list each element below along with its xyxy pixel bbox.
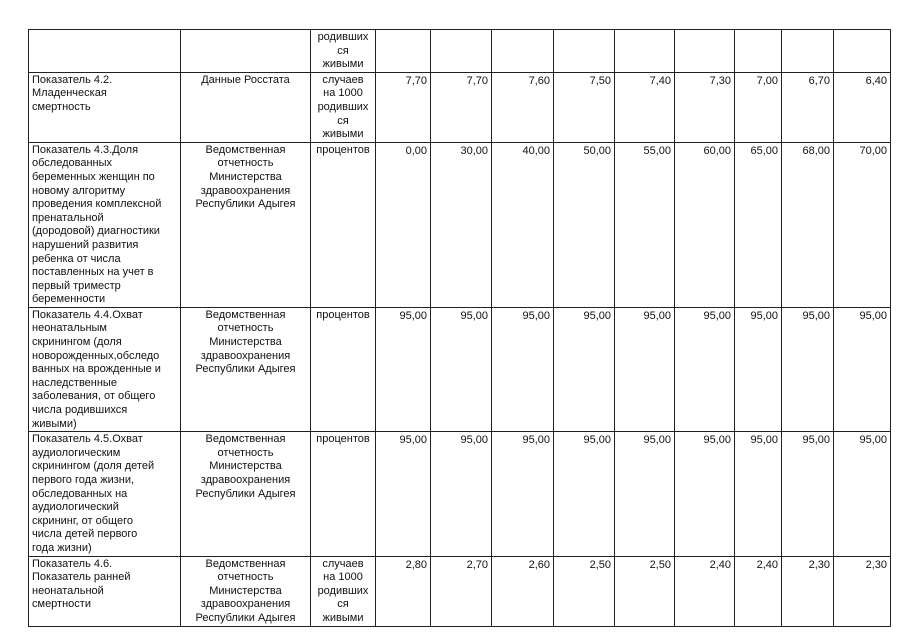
source-cell [181, 30, 311, 73]
value-text: 95,00 [750, 434, 778, 447]
table-row-indicator-4-3 [29, 142, 891, 307]
value-text: 95,00 [583, 309, 611, 322]
value-text: 95,00 [522, 309, 550, 322]
value-cell [615, 142, 675, 307]
value-cell [615, 72, 675, 142]
table-row-indicator-4-2 [29, 72, 891, 142]
value-text: 95,00 [643, 309, 671, 322]
value-text: 2,30 [808, 558, 830, 571]
value-text: 50,00 [583, 144, 611, 157]
table-row-indicator-4-4 [29, 307, 891, 431]
value-text: 95,00 [750, 309, 778, 322]
value-text: 2,50 [589, 558, 611, 571]
value-cell [675, 72, 735, 142]
value-text: 55,00 [643, 144, 671, 157]
table-row-indicator-4-6 [29, 556, 891, 626]
value-cell [675, 30, 735, 73]
value-cell [492, 72, 554, 142]
value-text: 2,50 [649, 558, 671, 571]
value-cell [431, 432, 492, 556]
value-cell [492, 30, 554, 73]
value-cell [554, 30, 615, 73]
value-cell [782, 142, 834, 307]
value-cell [735, 556, 782, 626]
value-cell [431, 72, 492, 142]
value-text: 60,00 [703, 144, 731, 157]
unit-cell: процентов [311, 307, 376, 431]
value-text: 7,70 [466, 74, 488, 87]
value-cell [376, 72, 431, 142]
value-cell [376, 432, 431, 556]
source-cell: Данные Росстата [181, 72, 311, 142]
value-text: 95,00 [399, 309, 427, 322]
value-text: 40,00 [522, 144, 550, 157]
value-text: 95,00 [802, 434, 830, 447]
source-cell: Ведомственная отчетность Министерства здравоохранения Республики Адыгея [181, 556, 311, 626]
value-text: 68,00 [802, 144, 830, 157]
value-cell [782, 307, 834, 431]
value-text: 95,00 [460, 309, 488, 322]
value-cell [615, 307, 675, 431]
value-cell [735, 30, 782, 73]
value-cell [431, 307, 492, 431]
indicators-table [28, 29, 891, 627]
value-cell [492, 432, 554, 556]
value-text: 95,00 [802, 309, 830, 322]
value-cell [376, 30, 431, 73]
value-cell [675, 307, 735, 431]
value-cell [615, 30, 675, 73]
value-text: 6,70 [808, 74, 830, 87]
value-cell [834, 72, 891, 142]
value-text: 95,00 [460, 434, 488, 447]
value-cell [554, 307, 615, 431]
value-text: 95,00 [583, 434, 611, 447]
value-text: 7,00 [756, 74, 778, 87]
value-text: 2,60 [528, 558, 550, 571]
value-text: 95,00 [522, 434, 550, 447]
value-cell [782, 556, 834, 626]
value-text: 7,50 [589, 74, 611, 87]
value-cell [492, 307, 554, 431]
value-cell [615, 556, 675, 626]
value-text: 7,30 [709, 74, 731, 87]
table-row-indicator-4-5 [29, 432, 891, 556]
value-cell [735, 142, 782, 307]
indicator-cell: Показатель 4.4.Охват неонатальным скринингом (доля новорожденных,обследо ванных на врожденные и наследственные заболевания, от общего числа родившихся живыми) [29, 307, 181, 431]
value-text: 2,40 [709, 558, 731, 571]
unit-cell: случаев на 1000 родивших ся живыми [311, 556, 376, 626]
value-text: 70,00 [859, 144, 887, 157]
value-cell [834, 307, 891, 431]
value-text: 2,30 [865, 558, 887, 571]
value-cell [554, 556, 615, 626]
source-cell: Ведомственная отчетность Министерства здравоохранения Республики Адыгея [181, 432, 311, 556]
value-cell [431, 556, 492, 626]
source-cell: Ведомственная отчетность Министерства здравоохранения Республики Адыгея [181, 307, 311, 431]
unit-cell: процентов [311, 142, 376, 307]
unit-cell: случаев на 1000 родивших ся живыми [311, 72, 376, 142]
value-text: 7,70 [405, 74, 427, 87]
indicator-cell: Показатель 4.5.Охват аудиологическим скринингом (доля детей первого года жизни, обследованных на аудиологический скрининг, от общего числа детей первого года жизни) [29, 432, 181, 556]
value-text: 95,00 [859, 309, 887, 322]
value-cell [675, 142, 735, 307]
value-cell [431, 142, 492, 307]
indicator-cell: Показатель 4.2. Младенческая смертность [29, 72, 181, 142]
value-cell [782, 432, 834, 556]
value-cell [554, 142, 615, 307]
value-cell [834, 556, 891, 626]
table-row-continuation [29, 30, 891, 73]
value-cell [675, 432, 735, 556]
value-text: 65,00 [750, 144, 778, 157]
value-cell [735, 432, 782, 556]
value-cell [492, 142, 554, 307]
value-cell [615, 432, 675, 556]
value-cell [376, 142, 431, 307]
value-cell [675, 556, 735, 626]
value-cell [834, 30, 891, 73]
value-text: 2,40 [756, 558, 778, 571]
indicator-cell: Показатель 4.3.Доля обследованных беременных женщин по новому алгоритму проведения комплексной пренатальной (дородовой) диагностики нарушений развития ребенка от числа поставленных на учет в первый триместр беременности [29, 142, 181, 307]
value-text: 6,40 [865, 74, 887, 87]
value-text: 0,00 [405, 144, 427, 157]
value-cell [554, 432, 615, 556]
value-text: 95,00 [859, 434, 887, 447]
value-text: 7,40 [649, 74, 671, 87]
value-cell [834, 432, 891, 556]
unit-cell: родивших ся живыми [311, 30, 376, 73]
value-cell [376, 556, 431, 626]
source-cell: Ведомственная отчетность Министерства здравоохранения Республики Адыгея [181, 142, 311, 307]
value-text: 2,80 [405, 558, 427, 571]
value-text: 2,70 [466, 558, 488, 571]
value-cell [554, 72, 615, 142]
value-text: 95,00 [399, 434, 427, 447]
value-cell [834, 142, 891, 307]
value-text: 30,00 [460, 144, 488, 157]
value-cell [782, 72, 834, 142]
value-cell [735, 307, 782, 431]
indicator-cell: Показатель 4.6. Показатель ранней неонатальной смертности [29, 556, 181, 626]
value-text: 95,00 [643, 434, 671, 447]
value-cell [735, 72, 782, 142]
indicator-cell [29, 30, 181, 73]
value-text: 95,00 [703, 434, 731, 447]
value-cell [782, 30, 834, 73]
value-text: 7,60 [528, 74, 550, 87]
value-cell [376, 307, 431, 431]
unit-cell: процентов [311, 432, 376, 556]
value-cell [431, 30, 492, 73]
value-cell [492, 556, 554, 626]
value-text: 95,00 [703, 309, 731, 322]
